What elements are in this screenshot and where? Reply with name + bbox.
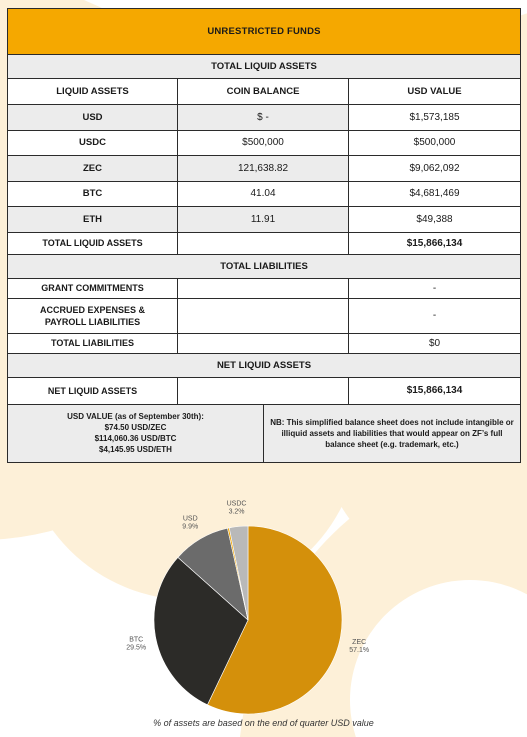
section-header-net <box>8 353 521 377</box>
coin-balance: $ - <box>178 105 349 131</box>
table-row <box>8 207 521 233</box>
section-title-liabilities: TOTAL LIABILITIES <box>8 254 521 278</box>
slice-label-usdc: USDC <box>226 500 247 508</box>
slice-percent-btc: 29.5% <box>126 644 147 652</box>
slice-label-zec: ZEC <box>352 639 367 647</box>
usd-value: $500,000 <box>349 130 521 156</box>
net-liquid-assets-value: $15,866,134 <box>349 377 521 404</box>
slice-percent-usd: 9.9% <box>182 523 199 531</box>
section-header-liabilities <box>8 254 521 278</box>
coin-balance: $500,000 <box>178 130 349 156</box>
table-row <box>8 105 521 131</box>
total-liabilities-value: $0 <box>349 333 521 353</box>
usd-rates-note <box>8 404 264 462</box>
coin-balance: 11.91 <box>178 207 349 233</box>
usd-value: $49,388 <box>349 207 521 233</box>
liability-label: GRANT COMMITMENTS <box>8 278 178 298</box>
asset-allocation-chart <box>0 490 527 715</box>
empty-cell <box>178 377 349 404</box>
slice-percent-usdc: 3.2% <box>228 508 245 516</box>
column-header-usd-value: USD VALUE <box>349 79 521 105</box>
chart-footnote: % of assets are based on the end of quarter USD value <box>153 718 374 728</box>
usd-rates-line: $4,145.95 USD/ETH <box>99 445 172 454</box>
slice-label-usd: USD <box>182 515 198 523</box>
usd-value: $4,681,469 <box>349 181 521 207</box>
liability-label <box>8 298 178 333</box>
balance-sheet <box>7 8 520 463</box>
section-title-net: NET LIQUID ASSETS <box>8 353 521 377</box>
coin-balance: 121,638.82 <box>178 156 349 182</box>
table-row <box>8 298 521 333</box>
total-liquid-assets-row <box>8 232 521 254</box>
total-liabilities-row <box>8 333 521 353</box>
table-row <box>8 181 521 207</box>
section-header-liquid <box>8 55 521 79</box>
title-row <box>8 9 521 55</box>
usd-rates-line: $114,060.36 USD/BTC <box>94 434 177 443</box>
slice-percent-zec: 57.1% <box>349 647 370 655</box>
disclaimer-note: NB: This simplified balance sheet does not include intangible or illiquid assets and liabilities that would appear on ZF’s full balance sheet (e.g. trademark, etc.) <box>264 404 521 462</box>
column-header-asset: LIQUID ASSETS <box>8 79 178 105</box>
usd-rates-line: USD VALUE (as of September 30th): <box>67 412 204 421</box>
asset-name: USD <box>8 105 178 131</box>
pie-chart <box>0 490 527 715</box>
balance-sheet-table <box>7 8 521 405</box>
liability-value: - <box>349 278 521 298</box>
asset-name: USDC <box>8 130 178 156</box>
section-title-liquid: TOTAL LIQUID ASSETS <box>8 55 521 79</box>
net-liquid-assets-label: NET LIQUID ASSETS <box>8 377 178 404</box>
asset-name: ZEC <box>8 156 178 182</box>
table-row <box>8 156 521 182</box>
asset-name: ETH <box>8 207 178 233</box>
total-liquid-assets-value: $15,866,134 <box>349 232 521 254</box>
asset-name: BTC <box>8 181 178 207</box>
total-liabilities-label: TOTAL LIABILITIES <box>8 333 178 353</box>
empty-cell <box>178 278 349 298</box>
usd-value: $1,573,185 <box>349 105 521 131</box>
notes-row <box>8 404 521 462</box>
coin-balance: 41.04 <box>178 181 349 207</box>
column-header-coin-balance: COIN BALANCE <box>178 79 349 105</box>
usd-rates-line: $74.50 USD/ZEC <box>104 423 167 432</box>
usd-value: $9,062,092 <box>349 156 521 182</box>
empty-cell <box>178 298 349 333</box>
liability-label-line: PAYROLL LIABILITIES <box>44 316 141 327</box>
total-liquid-assets-label: TOTAL LIQUID ASSETS <box>8 232 178 254</box>
table-row <box>8 130 521 156</box>
page-title: UNRESTRICTED FUNDS <box>8 9 521 55</box>
net-liquid-assets-row <box>8 377 521 404</box>
column-header-row <box>8 79 521 105</box>
empty-cell <box>178 232 349 254</box>
liability-label-line: ACCRUED EXPENSES & <box>39 304 146 315</box>
notes-table <box>7 404 521 463</box>
liability-value: - <box>349 298 521 333</box>
slice-label-btc: BTC <box>129 636 144 644</box>
table-row <box>8 278 521 298</box>
empty-cell <box>178 333 349 353</box>
